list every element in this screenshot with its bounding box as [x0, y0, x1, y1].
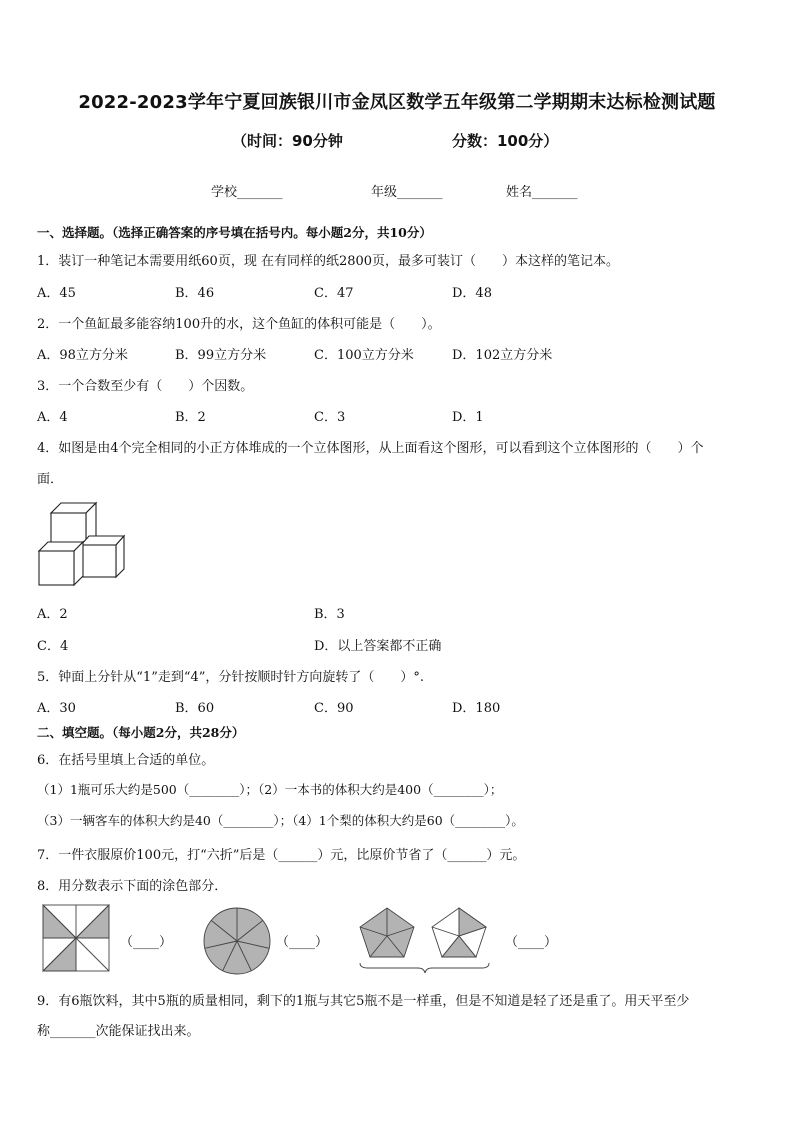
q2-option-b: B．99立方分米	[175, 348, 267, 363]
question-4-line2: 面．	[37, 472, 64, 487]
question-6-line1: （1）1瓶可乐大约是500（________）；（2）一本书的体积大约是400（________）；	[37, 782, 503, 797]
section-heading-fill: 二、填空题。（每小题2分，共28分）	[37, 725, 245, 740]
shaded-pentagons-figure	[358, 904, 493, 976]
q8-blank-2: （____）	[276, 935, 329, 950]
q4-option-b: B．3	[314, 607, 345, 622]
q4-option-d: D．以上答案都不正确	[314, 639, 442, 654]
q1-option-a: A．45	[37, 286, 76, 301]
time-label: （时间：90分钟	[232, 132, 343, 150]
section-heading-choice: 一、选择题。（选择正确答案的序号填在括号内。每小题2分，共10分）	[37, 225, 432, 240]
question-7: 7．一件衣服原价100元，打“六折”后是（______）元，比原价节省了（______）元。	[37, 848, 526, 863]
q1-option-c: C．47	[314, 286, 354, 301]
q8-blank-1: （____）	[120, 935, 173, 950]
q3-option-b: B．2	[175, 410, 206, 425]
q4-option-a: A．2	[37, 607, 68, 622]
q5-option-d: D．180	[452, 701, 501, 716]
q8-blank-3: （____）	[505, 935, 558, 950]
question-5: 5．钟面上分针从“1”走到“4”，分针按顺时针方向旋转了（ ）°.	[37, 670, 425, 685]
q3-option-a: A．4	[37, 410, 68, 425]
question-9-line2: 称_______次能保证找出来。	[37, 1024, 200, 1039]
shaded-square-figure	[43, 905, 109, 971]
q3-option-d: D．1	[452, 410, 484, 425]
page-title: 2022-2023学年宁夏回族银川市金凤区数学五年级第二学期期末达标检测试题	[78, 92, 716, 113]
q2-option-d: D．102立方分米	[452, 348, 553, 363]
question-2: 2．一个鱼缸最多能容纳100升的水，这个鱼缸的体积可能是（ ）。	[37, 317, 441, 332]
q5-option-b: B．60	[175, 701, 215, 716]
score-label: 分数：100分）	[452, 132, 559, 150]
cube-stack-figure	[36, 497, 136, 597]
q3-option-c: C．3	[314, 410, 346, 425]
question-8: 8．用分数表示下面的涂色部分．	[37, 879, 228, 894]
shaded-circle-figure	[202, 906, 272, 976]
question-9-line1: 9．有6瓶饮料，其中5瓶的质量相同，剩下的1瓶与其它5瓶不是一样重，但是不知道是轻了还是重了。用天平至少	[37, 994, 690, 1009]
q5-option-a: A．30	[37, 701, 76, 716]
school-field: 学校_______	[211, 185, 283, 200]
question-1: 1．装订一种笔记本需要用纸60页，现 在有同样的纸2800页，最多可装订（ ）本这样的笔记本。	[37, 254, 620, 269]
question-6-line2: （3）一辆客车的体积大约是40（________）；（4）1个梨的体积大约是60（________）。	[37, 813, 524, 828]
question-3: 3．一个合数至少有（ ）个因数。	[37, 379, 254, 394]
q2-option-a: A．98立方分米	[37, 348, 128, 363]
q1-option-b: B．46	[175, 286, 215, 301]
question-6: 6．在括号里填上合适的单位。	[37, 753, 215, 768]
grade-field: 年级_______	[371, 185, 443, 200]
name-field: 姓名_______	[506, 185, 578, 200]
q5-option-c: C．90	[314, 701, 354, 716]
q4-option-c: C．4	[37, 639, 69, 654]
question-4-line1: 4．如图是由4个完全相同的小正方体堆成的一个立体图形，从上面看这个图形，可以看到这个立体图形的（ ）个	[37, 441, 704, 456]
q2-option-c: C．100立方分米	[314, 348, 414, 363]
q1-option-d: D．48	[452, 286, 492, 301]
